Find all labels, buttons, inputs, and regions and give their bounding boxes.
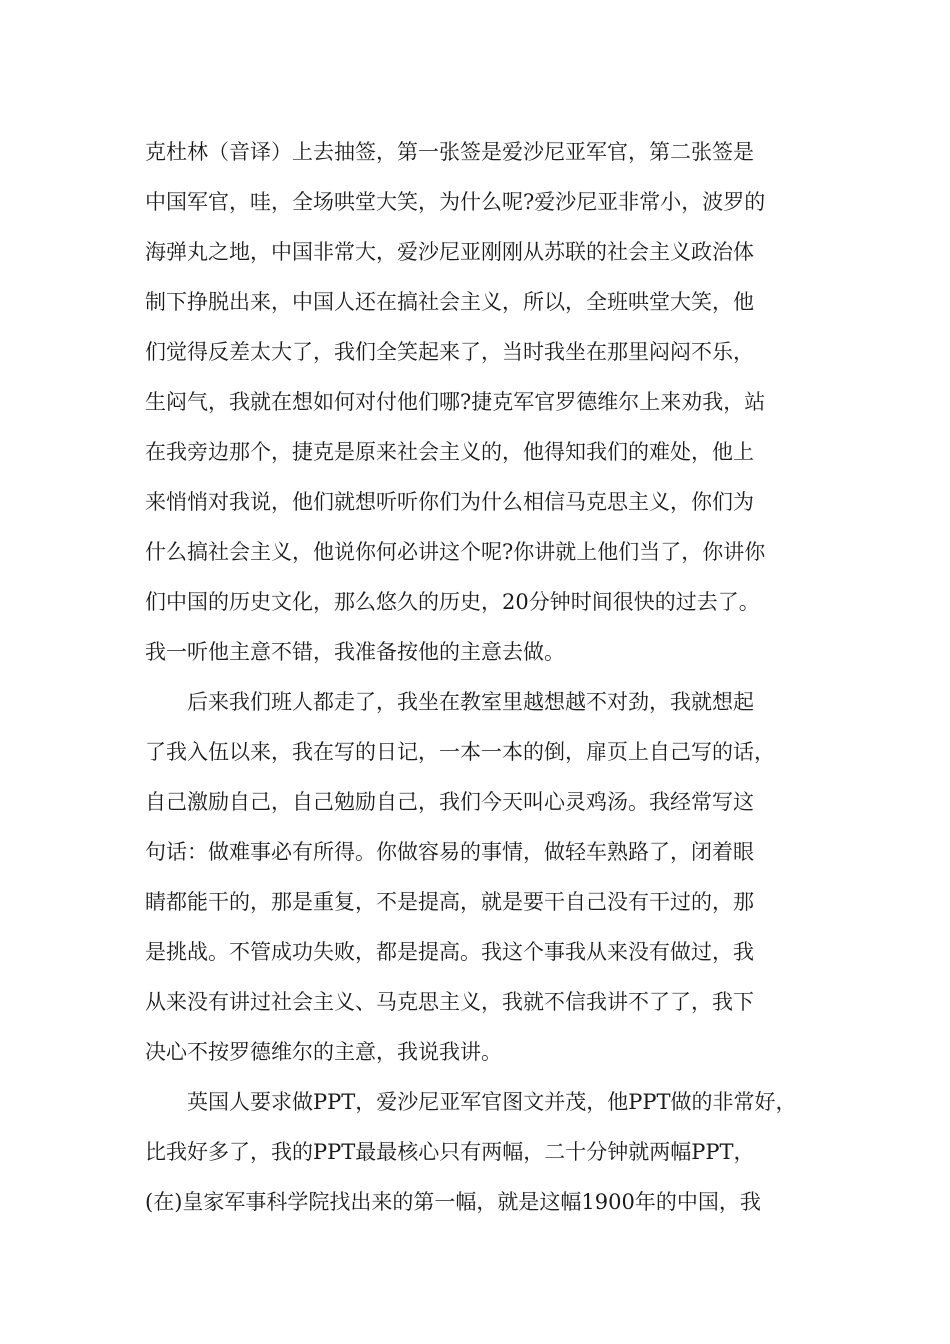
text-line-6: 生闷气，我就在想如何对付他们哪?捷克军官罗德维尔上来劝我，站 — [145, 390, 766, 414]
text-line-22: (在)皇家军事科学院找出来的第一幅，就是这幅1900年的中国，我 — [145, 1190, 761, 1214]
text-line-7: 在我旁边那个，捷克是原来社会主义的，他得知我们的难处，他上 — [145, 440, 754, 464]
text-line-5: 们觉得反差太大了，我们全笑起来了，当时我坐在那里闷闷不乐， — [145, 340, 754, 364]
text-line-15: 句话：做难事必有所得。你做容易的事情，做轻车熟路了，闭着眼 — [145, 840, 754, 864]
text-line-1: 克杜林（音译）上去抽签，第一张签是爱沙尼亚军官，第二张签是 — [145, 140, 754, 164]
text-line-4: 制下挣脱出来，中国人还在搞社会主义，所以，全班哄堂大笑，他 — [145, 290, 754, 314]
text-line-14: 自己激励自己，自己勉励自己，我们今天叫心灵鸡汤。我经常写这 — [145, 790, 754, 814]
text-line-2: 中国军官，哇，全场哄堂大笑，为什么呢?爱沙尼亚非常小，波罗的 — [145, 190, 766, 214]
text-line-17: 是挑战。不管成功失败，都是提高。我这个事我从来没有做过，我 — [145, 940, 754, 964]
paragraph-start-line-12: 后来我们班人都走了，我坐在教室里越想越不对劲，我就想起 — [187, 690, 754, 714]
text-line-8: 来悄悄对我说，他们就想听听你们为什么相信马克思主义，你们为 — [145, 490, 754, 514]
text-line-13: 了我入伍以来，我在写的日记，一本一本的倒，扉页上自己写的话， — [145, 740, 775, 764]
paragraph-start-line-20: 英国人要求做PPT，爱沙尼亚军官图文并茂，他PPT做的非常好， — [187, 1090, 797, 1114]
text-line-3: 海弹丸之地，中国非常大，爱沙尼亚刚刚从苏联的社会主义政治体 — [145, 240, 754, 264]
text-line-9: 什么搞社会主义，他说你何必讲这个呢?你讲就上他们当了，你讲你 — [145, 540, 766, 564]
body-text — [145, 133, 845, 1233]
text-line-16: 睛都能干的，那是重复，不是提高，就是要干自己没有干过的，那 — [145, 890, 754, 914]
text-line-19: 决心不按罗德维尔的主意，我说我讲。 — [145, 1040, 502, 1064]
text-line-11: 我一听他主意不错，我准备按他的主意去做。 — [145, 640, 565, 664]
text-line-18: 从来没有讲过社会主义、马克思主义，我就不信我讲不了了，我下 — [145, 990, 754, 1014]
text-line-10: 们中国的历史文化，那么悠久的历史，20分钟时间很快的过去了。 — [145, 590, 760, 614]
text-line-21: 比我好多了，我的PPT最最核心只有两幅，二十分钟就两幅PPT， — [145, 1140, 755, 1164]
